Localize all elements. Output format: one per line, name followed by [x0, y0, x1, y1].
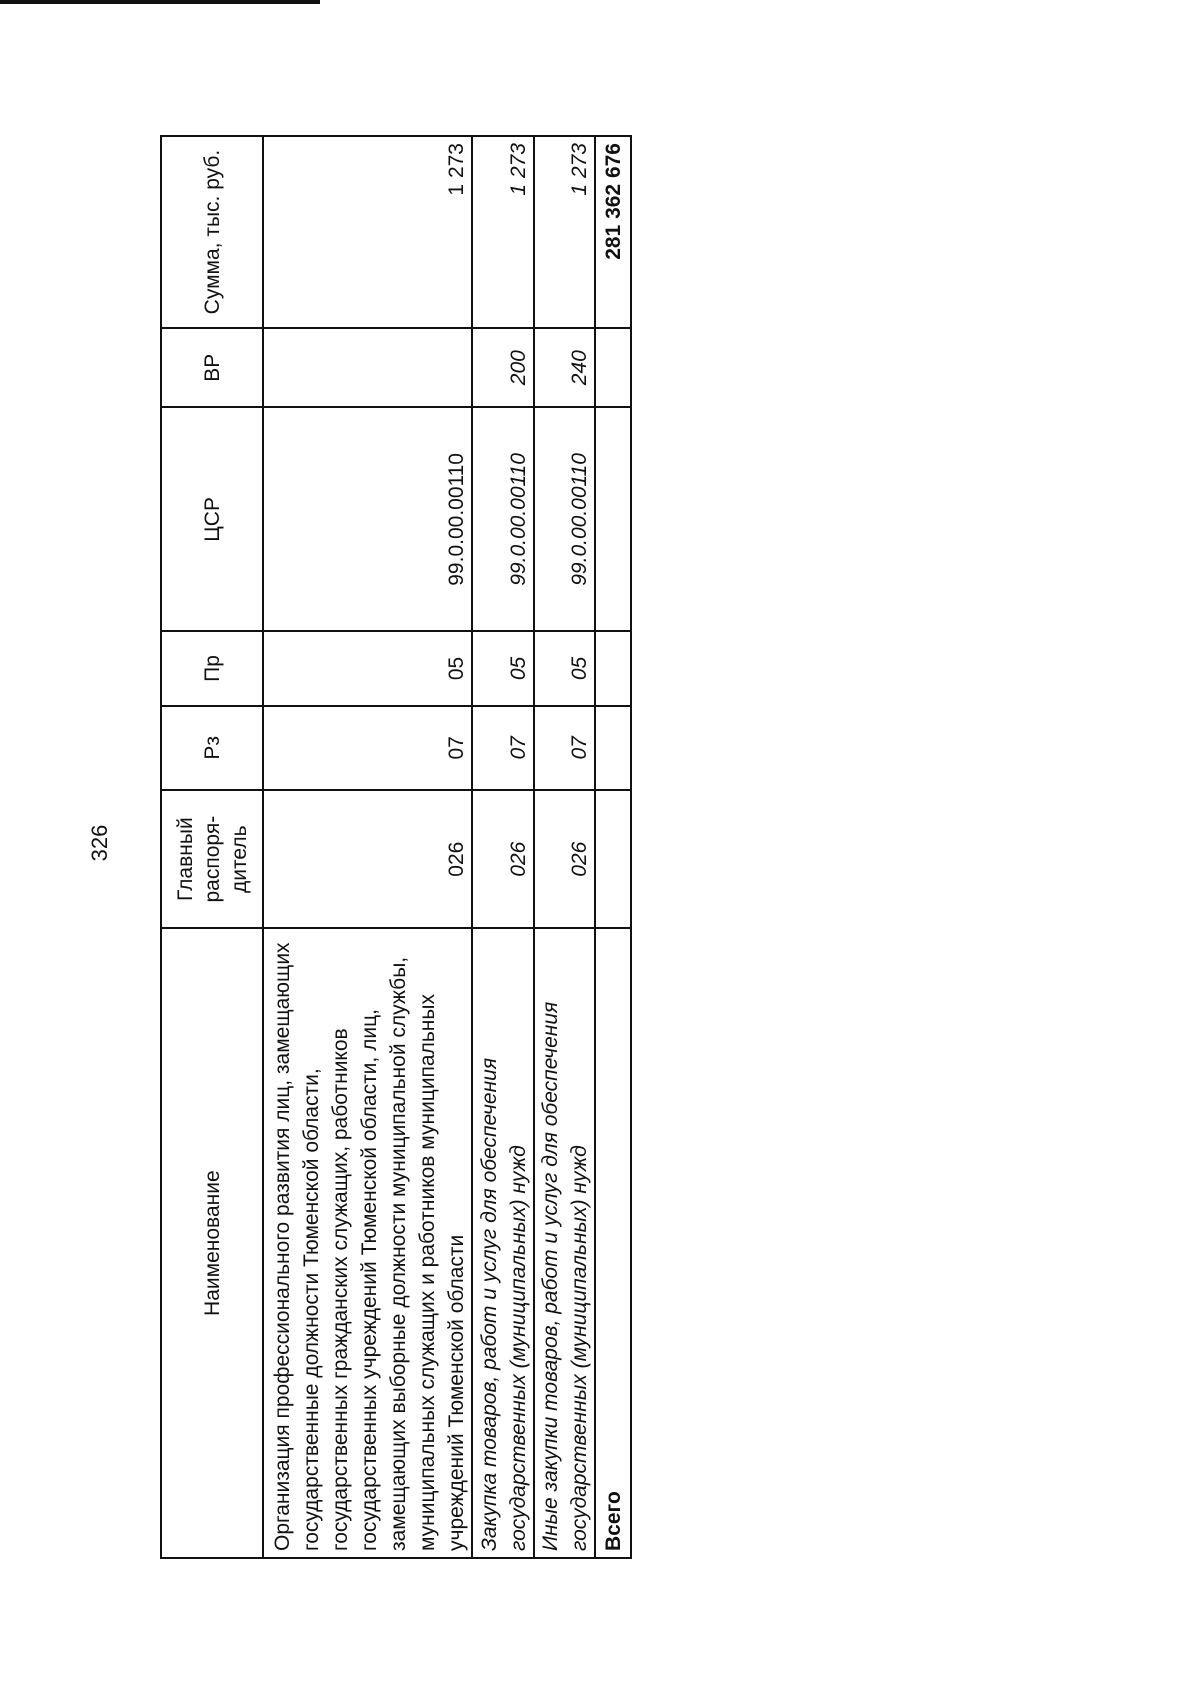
row-chief: 026 — [534, 790, 595, 928]
table-header-row — [161, 136, 263, 1558]
table-rotator — [160, 135, 632, 1559]
row-csr: 99.0.00.00110 — [472, 407, 533, 631]
header-rz: Рз — [161, 706, 263, 790]
row-name: Закупка товаров, работ и услуг для обеспечения государственных (муниципальных) нужд — [472, 928, 533, 1558]
row-csr: 99.0.00.00110 — [534, 407, 595, 631]
table-row — [263, 136, 472, 1558]
header-chief: Главный распоря-дитель — [161, 790, 263, 928]
row-sum: 1 273 — [472, 136, 533, 328]
header-vr: ВР — [161, 328, 263, 407]
total-empty-cell — [595, 631, 631, 705]
scan-edge-mark — [0, 0, 320, 4]
row-sum: 1 273 — [534, 136, 595, 328]
row-rz: 07 — [534, 706, 595, 790]
budget-table — [160, 135, 632, 1559]
table-row — [472, 136, 533, 1558]
total-empty-cell — [595, 706, 631, 790]
table-row — [534, 136, 595, 1558]
total-label: Всего — [595, 928, 631, 1558]
row-name: Организация профессионального развития лиц, замещающих государственные должности Тюменской области, государственных гражданских служащих, работников государственных учреждений Тюменской области, лиц, замещающих выборные должности муниципальной службы, муниципальных служащих и работников муниципальных учреждений Тюменской области — [263, 928, 472, 1558]
row-sum: 1 273 — [263, 136, 472, 328]
header-csr: ЦСР — [161, 407, 263, 631]
total-row — [595, 136, 631, 1558]
header-pr: Пр — [161, 631, 263, 705]
total-empty-cell — [595, 328, 631, 407]
page-number: 326 — [87, 824, 112, 862]
row-vr: 200 — [472, 328, 533, 407]
header-name: Наименование — [161, 928, 263, 1558]
row-vr: 240 — [534, 328, 595, 407]
row-name: Иные закупки товаров, работ и услуг для обеспечения государственных (муниципальных) нужд — [534, 928, 595, 1558]
total-empty-cell — [595, 407, 631, 631]
row-rz: 07 — [472, 706, 533, 790]
table-frame — [160, 135, 632, 1559]
total-sum: 281 362 676 — [595, 136, 631, 328]
row-chief: 026 — [472, 790, 533, 928]
row-csr: 99.0.00.00110 — [263, 407, 472, 631]
row-pr: 05 — [263, 631, 472, 705]
total-empty-cell — [595, 790, 631, 928]
header-sum: Сумма, тыс. руб. — [161, 136, 263, 328]
row-rz: 07 — [263, 706, 472, 790]
row-chief: 026 — [263, 790, 472, 928]
row-vr — [263, 328, 472, 407]
row-pr: 05 — [472, 631, 533, 705]
row-pr: 05 — [534, 631, 595, 705]
